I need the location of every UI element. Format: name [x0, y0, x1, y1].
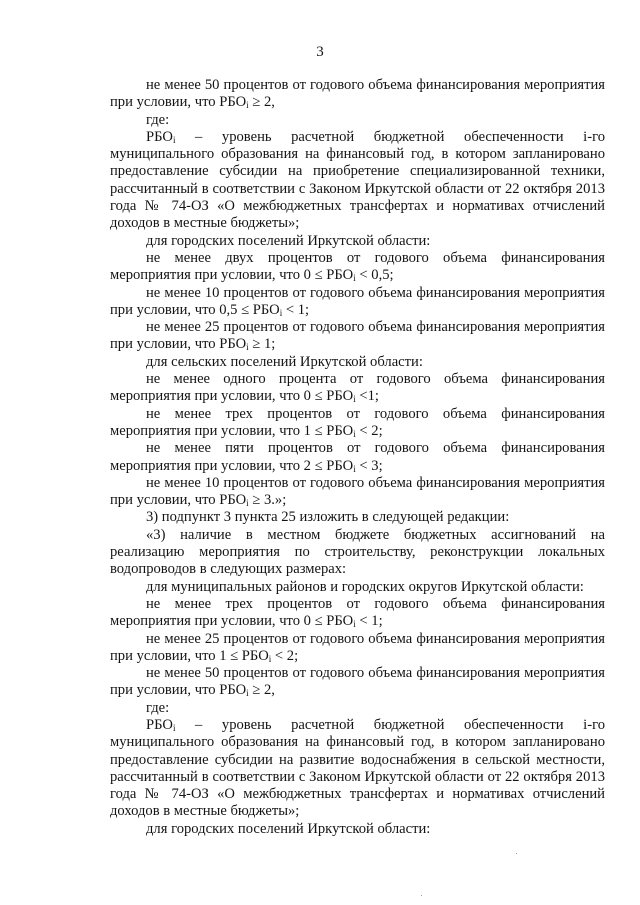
paragraph-text: не менее 50 процентов от годового объема финансирования мероприятия при условии, что РБО	[110, 665, 605, 699]
paragraph	[110, 579, 605, 596]
paragraph	[110, 527, 605, 579]
paragraph	[110, 354, 605, 371]
paragraph	[110, 285, 605, 320]
paragraph-text: не менее трех процентов от годового объема финансирования мероприятия при условии, что 1 ≤ РБО	[110, 405, 605, 439]
paragraph-text-tail: – уровень расчетной бюджетной обеспеченности i-го муниципального образования на финансовый год, в котором запланировано предоставление субсидии на развитие водоснабжения в сельской местности, рассчитанный в соответствии с Законом Иркутской области от 22 октября 2013 года № 74-ОЗ «О межбюджетных трансфертах и нормативах отчислений доходов в местные бюджеты»;	[110, 716, 605, 820]
paragraph	[110, 129, 605, 233]
subscript-index: i	[246, 498, 249, 509]
paragraph	[110, 665, 605, 700]
subscript-index: i	[353, 394, 356, 405]
paragraph	[110, 112, 605, 129]
paragraph	[110, 631, 605, 666]
subscript-index: i	[246, 100, 249, 111]
paragraph-text: РБО	[146, 716, 173, 733]
paragraph	[110, 509, 605, 526]
subscript-index: i	[246, 342, 249, 353]
paragraph	[110, 475, 605, 510]
subscript-index: i	[246, 688, 249, 699]
paragraph	[110, 250, 605, 285]
paragraph-text-tail: < 2;	[271, 647, 299, 664]
subscript-index: i	[172, 134, 176, 145]
paragraph-text: для городских поселений Иркутской области:	[146, 820, 431, 837]
paragraph-text: где:	[146, 699, 170, 716]
scan-speck	[421, 895, 422, 896]
scan-speck	[516, 853, 517, 854]
paragraph-text-tail: < 2;	[355, 422, 383, 439]
paragraph	[110, 77, 605, 112]
paragraph-text: не менее 25 процентов от годового объема финансирования мероприятия при условии, что 1 ≤ РБО	[110, 630, 605, 664]
paragraph	[110, 700, 605, 717]
subscript-index: i	[172, 722, 176, 733]
paragraph	[110, 821, 605, 838]
paragraph	[110, 717, 605, 821]
paragraph-text: не менее одного процента от годового объема финансирования мероприятия при условии, что 0 ≤ РБО	[110, 371, 605, 405]
paragraph-text: «3) наличие в местном бюджете бюджетных ассигнований на реализацию мероприятия по строительству, реконструкции локальных водопроводов в следующих размерах:	[110, 526, 605, 578]
paragraph-text-tail: ≥ 2,	[248, 682, 275, 699]
paragraph-text-tail: ≥ 1;	[248, 336, 276, 353]
paragraph-text-tail: < 0,5;	[355, 267, 394, 284]
paragraph-text: для городских поселений Иркутской области:	[146, 232, 431, 249]
paragraph-text: РБО	[146, 128, 173, 145]
paragraph-text-tail: <1;	[355, 388, 379, 405]
paragraph	[110, 406, 605, 441]
subscript-index: i	[353, 619, 356, 630]
paragraph	[110, 596, 605, 631]
paragraph-text: для муниципальных районов и городских округов Иркутской области:	[146, 578, 584, 595]
subscript-index: i	[268, 653, 272, 664]
subscript-index: i	[353, 428, 356, 439]
page-number: 3	[316, 44, 324, 60]
paragraph-text-tail: – уровень расчетной бюджетной обеспеченности i-го муниципального образования на финансовый год, в котором запланировано предоставление субсидии на приобретение специализированной техники, рассчитанный в соответствии с Законом Иркутской области от 22 октября 2013 года № 74-ОЗ «О межбюджетных трансфертах и нормативах отчислений доходов в местные бюджеты»;	[110, 128, 605, 232]
subscript-index: i	[353, 273, 356, 284]
paragraph-text-tail: ≥ 2,	[248, 94, 275, 111]
paragraph-text: не менее 25 процентов от годового объема финансирования мероприятия при условии, что РБО	[110, 319, 605, 353]
paragraph-text: не менее 10 процентов от годового объема финансирования мероприятия при условии, что РБО	[110, 474, 605, 509]
paragraph-text-tail: < 3;	[355, 457, 383, 474]
paragraph	[110, 233, 605, 250]
paragraph-text-tail: < 1;	[282, 301, 310, 318]
subscript-index: i	[279, 307, 283, 318]
paragraph-text: 3) подпункт 3 пункта 25 изложить в следующей редакции:	[146, 509, 510, 526]
paragraph-text: не менее двух процентов от годового объема финансирования мероприятия при условии, что 0 ≤ РБО	[110, 249, 605, 284]
paragraph-text: для сельских поселений Иркутской области:	[146, 353, 423, 370]
paragraph-text: не менее пяти процентов от годового объема финансирования мероприятия при условии, что 2 ≤ РБО	[110, 440, 605, 474]
paragraph-text: не менее 10 процентов от годового объема финансирования мероприятия при условии, что 0,5 ≤ РБО	[110, 284, 605, 318]
paragraph-text: не менее 50 процентов от годового объема финансирования мероприятия при условии, что РБО	[110, 77, 605, 111]
paragraph-text: где:	[146, 111, 170, 128]
paragraph-text-tail: ≥ 3.»;	[248, 492, 287, 509]
paragraph	[110, 371, 605, 406]
subscript-index: i	[353, 463, 356, 474]
paragraph	[110, 440, 605, 475]
paragraph	[110, 319, 605, 354]
paragraph-text-tail: < 1;	[355, 613, 383, 630]
document-body	[110, 77, 605, 838]
paragraph-text: не менее трех процентов от годового объема финансирования мероприятия при условии, что 0 ≤ РБО	[110, 595, 605, 630]
